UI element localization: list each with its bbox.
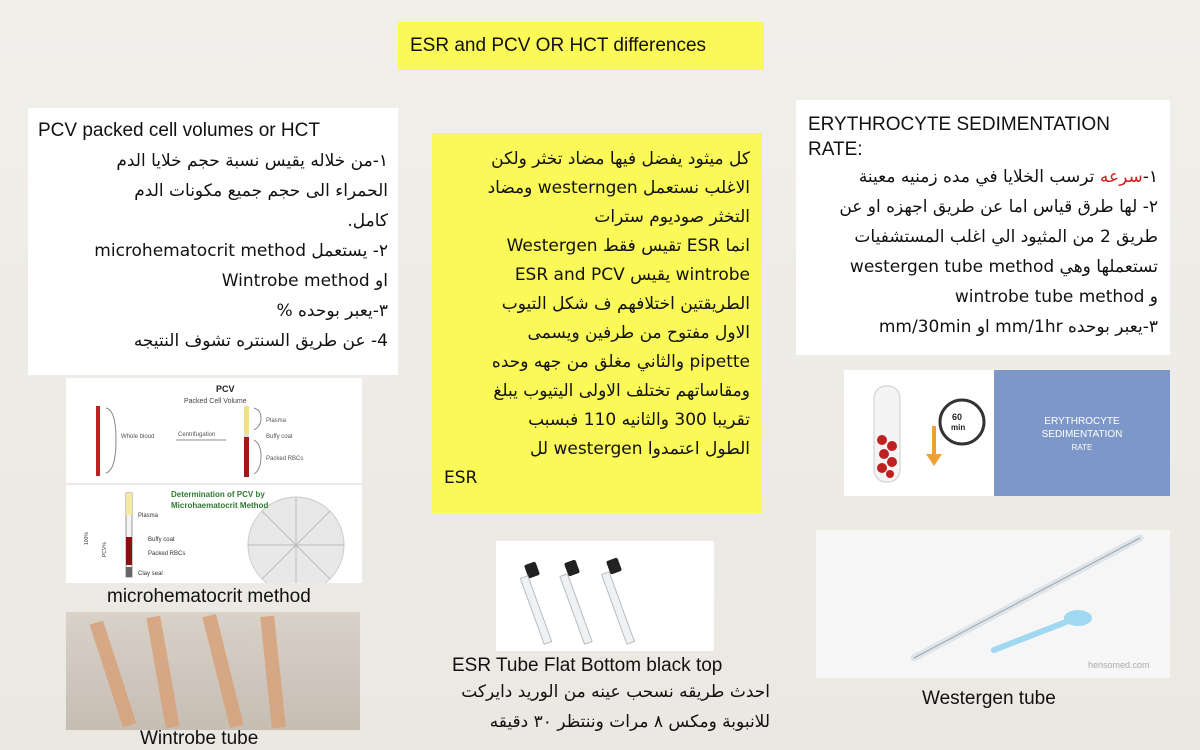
micro-hundred-label: 100% (84, 532, 90, 545)
esr-card-line2: SEDIMENTATION (1041, 429, 1123, 440)
microhematocrit-diagram-image (66, 485, 362, 583)
comparison-line: انما ESR تقيس فقط Westergen (506, 236, 750, 256)
microhematocrit-caption: microhematocrit method (107, 586, 311, 607)
pcv-plasma-label: Plasma (266, 418, 287, 424)
wintrobe-tube-photo (66, 612, 360, 730)
page-title: ESR and PCV OR HCT differences (398, 22, 764, 70)
esr-tube-caption: ESR Tube Flat Bottom black top (452, 655, 723, 676)
esr-line-rest: ترسب الخلايا في مده زمنيه معينة (858, 167, 1100, 187)
pcv-line: او Wintrobe method (221, 271, 388, 291)
esr-panel (796, 100, 1170, 355)
esr-line: و wintrobe tube method (954, 287, 1158, 307)
micro-packed-label: Packed RBCs (148, 551, 186, 557)
wintrobe-caption: Wintrobe tube (140, 728, 259, 749)
esr-card-line1: ERYTHROCYTE (1044, 416, 1120, 427)
pcv-buffy-label: Buffy coat (266, 434, 293, 440)
comparison-line: ومقاساتهم تختلف الاولى اليتيوب يبلغ (493, 381, 750, 401)
westergen-tube-photo (816, 530, 1170, 678)
esr-card-image (844, 370, 1170, 496)
comparison-line: الاغلب نستعمل westerngen ومضاد (487, 178, 750, 198)
comparison-line: الطول اعتمدوا westergen لل (529, 439, 750, 459)
pcv-packed-label: Packed RBCs (266, 456, 304, 462)
micro-plasma-label: Plasma (138, 513, 159, 519)
comparison-line: الطريقتين اختلافهم ف شكل التيوب (501, 294, 750, 314)
pcv-whole-label: Whole blood (121, 434, 155, 440)
micro-title-2: Microhaematocrit Method (171, 501, 269, 510)
esr-line (808, 162, 1158, 192)
comparison-line: كل ميثود يفضل فيها مضاد تخثر ولكن (491, 149, 750, 169)
esr-tube-arabic-2: للانبوبة ومكس ٨ مرات وننتظر ٣٠ دقيقه (489, 712, 770, 732)
micro-buffy-label: Buffy coat (148, 537, 175, 543)
esr-line: ٣-يعبر بوحده mm/1hr او mm/30min (878, 317, 1158, 337)
pcv-diagram-image (66, 378, 362, 483)
comparison-line: تقريبا 300 والثانيه 110 فبسبب (528, 410, 750, 430)
comparison-line: pipette والثاني مغلق من جهه وحده (491, 352, 750, 372)
esr-red-word: سرعه (1099, 167, 1143, 187)
pcv-line: ١-من خلاله يقيس نسبة حجم خلايا الدم (116, 151, 388, 171)
pcv-line: ٣-يعبر بوحده % (276, 301, 388, 321)
comparison-line: ESR (444, 468, 478, 488)
esr-line: ٢- لها طرق قياس اما عن طريق اجهزه او عن (839, 197, 1158, 217)
pcv-line: ٢- يستعمل microhematocrit method (94, 241, 388, 261)
timer-sixty: 60 (952, 412, 963, 422)
esr-heading-2: RATE: (808, 139, 863, 160)
comparison-line: الاول مفتوح من طرفين ويسمى (527, 323, 750, 343)
esr-line: طريق 2 من المثيود الي اغلب المستشفيات (854, 227, 1158, 247)
esr-heading: ERYTHROCYTE SEDIMENTATION (808, 114, 1110, 135)
esr-line: تستعملها وهي westergen tube method (849, 257, 1158, 277)
micro-pcv-label: PCV% (102, 542, 108, 557)
timer-min: min (951, 423, 966, 432)
esr-line-prefix: ١- (1142, 167, 1158, 187)
pcv-line: كامل. (347, 211, 388, 231)
pcv-line: 4- عن طريق السنتره تشوف النتيجه (133, 331, 388, 351)
comparison-panel (432, 133, 762, 513)
pcv-line: الحمراء الى حجم جميع مكونات الدم (134, 181, 388, 201)
pcv-heading: PCV packed cell volumes or HCT (38, 120, 320, 141)
westergen-caption: Westergen tube (922, 688, 1056, 709)
esr-card-line3: RATE (1071, 443, 1093, 452)
comparison-line: wintrobe يقيس ESR and PCV (514, 265, 750, 285)
micro-clay-label: Clay seal (138, 571, 163, 577)
pcv-panel (28, 108, 398, 375)
comparison-line: التخثر صوديوم سترات (594, 207, 750, 227)
esr-tube-photo (496, 541, 714, 651)
westergen-watermark: hensomed.com (1088, 660, 1150, 670)
pcv-diagram-title: PCV (216, 384, 235, 394)
micro-title-1: Determination of PCV by (171, 490, 265, 499)
pcv-centrifugation-label: Centrifugation (178, 432, 216, 438)
esr-tube-arabic-1: احدث طريقه نسحب عينه من الوريد دايركت (461, 682, 770, 702)
pcv-diagram-subtitle: Packed Cell Volume (184, 398, 247, 405)
